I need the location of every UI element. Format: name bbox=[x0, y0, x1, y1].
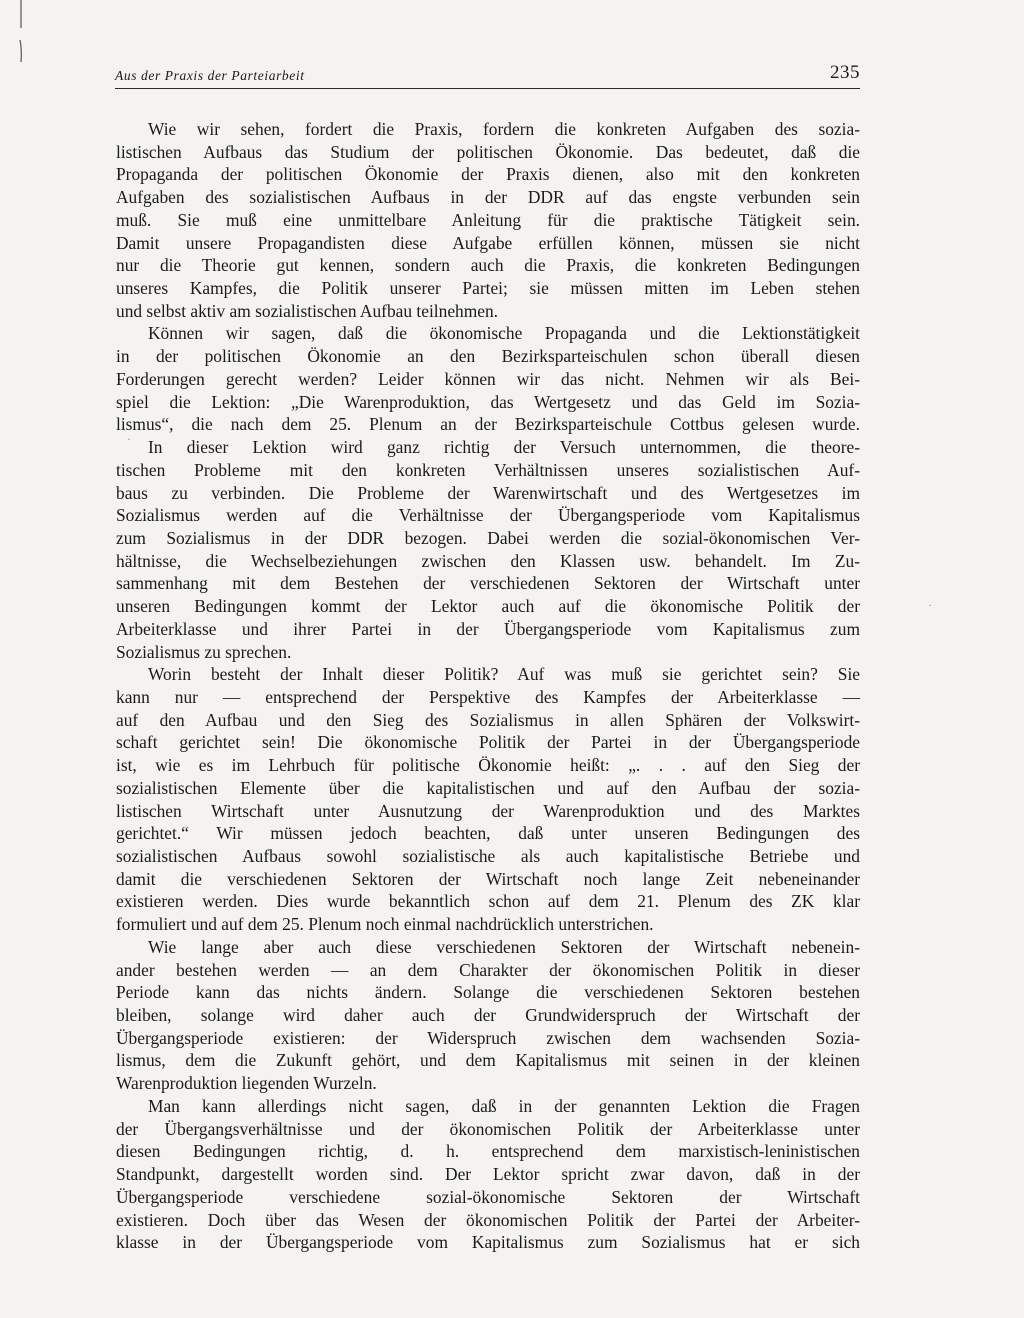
text-line: schaft gerichtet sein! Die ökonomische Politik der Partei in der Übergangsperiode bbox=[116, 732, 860, 753]
text-line: Warenproduktion liegenden Wurzeln. bbox=[116, 1073, 377, 1094]
text-line: klasse in der Übergangsperiode vom Kapitalismus zum Sozialismus hat er sich bbox=[116, 1232, 860, 1253]
body-text bbox=[116, 118, 860, 1254]
text-line: sozialistischen Aufbaus sowohl sozialistische als auch kapitalistische Betriebe und bbox=[116, 846, 860, 866]
text-line: tischen Probleme mit den konkreten Verhältnissen unseres sozialistischen Auf- bbox=[116, 459, 860, 480]
text-line: Wie lange aber auch diese verschiedenen Sektoren der Wirtschaft nebenein- bbox=[148, 936, 860, 957]
text-line: Aufgaben des sozialistischen Aufbaus in der DDR auf das engste verbunden sein bbox=[116, 187, 860, 208]
text-line: der Übergangsverhältnisse und der ökonomischen Politik der Arbeiterklasse unter bbox=[116, 1118, 860, 1139]
text-line: und selbst aktiv am sozialistischen Aufbau teilnehmen. bbox=[116, 300, 499, 321]
text-line: unseren Bedingungen kommt der Lektor auch auf die ökonomische Politik der bbox=[116, 596, 860, 617]
text-line: in der politischen Ökonomie an den Bezirksparteischulen schon überall diesen bbox=[116, 346, 860, 367]
text-line: damit die verschiedenen Sektoren der Wirtschaft noch lange Zeit nebeneinander bbox=[116, 868, 860, 889]
text-line: lismus, dem die Zukunft gehört, und dem Kapitalismus mit seinen in der kleinen bbox=[116, 1050, 860, 1071]
running-header bbox=[115, 62, 860, 89]
running-title: Aus der Praxis der Parteiarbeit bbox=[115, 68, 305, 83]
text-line: auf den Aufbau und den Sieg des Sozialismus in allen Sphären der Volkswirt- bbox=[116, 709, 860, 730]
text-line: spiel die Lektion: „Die Warenproduktion, das Wertgesetz und das Geld im Sozia- bbox=[116, 391, 860, 412]
text-line: lismus“, die nach dem 25. Plenum an der Bezirksparteischule Cottbus gelesen wurde. bbox=[116, 414, 860, 435]
text-line: zum Sozialismus in der DDR bezogen. Dabei werden die sozial-ökonomischen Ver- bbox=[116, 527, 860, 548]
text-line: listischen Aufbaus das Studium der politischen Ökonomie. Das bedeutet, daß die bbox=[116, 141, 860, 162]
text-line: Übergangsperiode verschiedene sozial-ökonomische Sektoren der Wirtschaft bbox=[116, 1186, 860, 1207]
text-line: bleiben, solange wird daher auch der Grundwiderspruch der Wirtschaft der bbox=[116, 1005, 860, 1026]
text-line: diesen Bedingungen richtig, d. h. entsprechend dem marxistisch-leninistischen bbox=[116, 1141, 860, 1162]
text-line: Standpunkt, dargestellt worden sind. Der Lektor spricht zwar davon, daß in der bbox=[116, 1164, 860, 1185]
text-line: unseres Kampfes, die Politik unserer Partei; sie müssen mitten im Leben stehen bbox=[116, 278, 860, 299]
text-line: Propaganda der politischen Ökonomie der Praxis dienen, also mit den konkreten bbox=[116, 164, 860, 185]
page-number: 235 bbox=[830, 62, 860, 83]
text-line: gerichtet.“ Wir müssen jedoch beachten, daß unter unseren Bedingungen des bbox=[116, 823, 860, 844]
text-line: sammenhang mit dem Bestehen der verschiedenen Sektoren der Wirtschaft unter bbox=[116, 573, 860, 594]
text-line: formuliert und auf dem 25. Plenum noch einmal nachdrücklich unterstrichen. bbox=[116, 914, 654, 935]
text-line: ist, wie es im Lehrbuch für politische Ökonomie heißt: „. . . auf den Sieg der bbox=[116, 755, 860, 776]
text-line: existieren. Doch über das Wesen der ökonomischen Politik der Partei der Arbeiter- bbox=[116, 1209, 860, 1230]
text-line: hältnisse, die Wechselbeziehungen zwischen den Klassen usw. behandelt. Im Zu- bbox=[116, 550, 860, 571]
text-line: nur die Theorie gut kennen, sondern auch die Praxis, die konkreten Bedingungen bbox=[116, 255, 860, 276]
text-line: Sozialismus werden auf die Verhältnisse der Übergangsperiode vom Kapitalismus bbox=[116, 505, 860, 526]
text-line: ander bestehen werden — an dem Charakter der ökonomischen Politik in dieser bbox=[116, 959, 860, 980]
text-line: Sozialismus zu sprechen. bbox=[116, 641, 292, 662]
print-speck: · bbox=[127, 432, 131, 446]
page-edge-mark bbox=[18, 0, 28, 70]
text-line: Man kann allerdings nicht sagen, daß in der genannten Lektion die Fragen bbox=[148, 1095, 860, 1116]
text-line: existieren werden. Dies wurde bekanntlich schon auf dem 21. Plenum des ZK klar bbox=[116, 891, 860, 912]
text-line: muß. Sie muß eine unmittelbare Anleitung für die praktische Tätigkeit sein. bbox=[116, 209, 860, 230]
text-line: baus zu verbinden. Die Probleme der Warenwirtschaft und des Wertgesetzes im bbox=[116, 482, 860, 503]
text-line: Periode kann das nichts ändern. Solange die verschiedenen Sektoren bestehen bbox=[116, 982, 860, 1003]
text-line: In dieser Lektion wird ganz richtig der Versuch unternommen, die theore- bbox=[148, 437, 860, 458]
text-line: kann nur — entsprechend der Perspektive des Kampfes der Arbeiterklasse — bbox=[116, 686, 860, 707]
text-line: Wie wir sehen, fordert die Praxis, fordern die konkreten Aufgaben des sozia- bbox=[148, 119, 860, 139]
text-line: sozialistischen Elemente über die kapitalistischen und auf den Aufbau der sozia- bbox=[116, 777, 860, 798]
text-line: Worin besteht der Inhalt dieser Politik? Auf was muß sie gerichtet sein? Sie bbox=[148, 664, 860, 685]
text-line: Damit unsere Propagandisten diese Aufgabe erfüllen können, müssen sie nicht bbox=[116, 232, 860, 253]
print-speck: · bbox=[928, 598, 932, 612]
text-line: listischen Wirtschaft unter Ausnutzung der Warenproduktion und des Marktes bbox=[116, 800, 860, 821]
text-line: Arbeiterklasse und ihrer Partei in der Übergangsperiode vom Kapitalismus zum bbox=[116, 618, 860, 639]
text-line: Forderungen gerecht werden? Leider können wir das nicht. Nehmen wir als Bei- bbox=[116, 368, 860, 389]
text-line: Übergangsperiode existieren: der Widerspruch zwischen dem wachsenden Sozia- bbox=[116, 1027, 860, 1048]
text-line: Können wir sagen, daß die ökonomische Propaganda und die Lektionstätigkeit bbox=[148, 323, 860, 344]
